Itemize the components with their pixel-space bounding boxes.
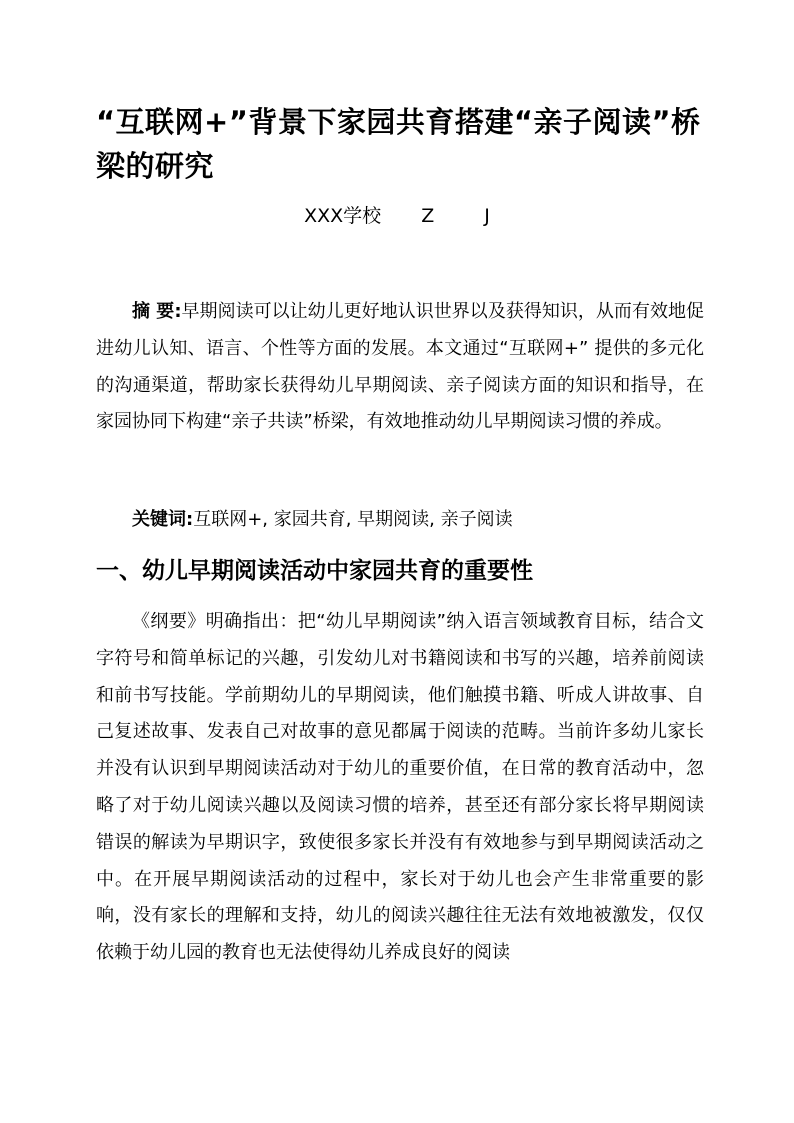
abstract-paragraph (96, 294, 704, 441)
abstract-label: 摘 要: (132, 301, 182, 322)
document-title: “互联网+”背景下家园共育搭建“亲子阅读”桥梁的研究 (96, 105, 701, 183)
keywords-label: 关键词: (132, 509, 194, 530)
author-byline (0, 202, 794, 230)
body-paragraph: 《纲要》明确指出：把“幼儿早期阅读”纳入语言领域教育目标，结合文字符号和简单标记的兴趣，引发幼儿对书籍阅读和书写的兴趣，培养前阅读和前书写技能。学前期幼儿的早期阅读，他们触摸书籍、听成人讲故事、自己复述故事、发表自己对故事的意见都属于阅读的范畴。当前许多幼儿家长并没有认识到早期阅读活动对于幼儿的重要价值，在日常的教育活动中，忽略了对于幼儿阅读兴趣以及阅读习惯的培养，甚至还有部分家长将早期阅读错误的解读为早期识字，致使很多家长并没有有效地参与到早期阅读活动之中。在开展早期阅读活动的过程中，家长对于幼儿也会产生非常重要的影响，没有家长的理解和支持，幼儿的阅读兴趣往往无法有效地被激发，仅仅依赖于幼儿园的教育也无法使得幼儿养成良好的阅读 (96, 611, 704, 964)
school-name: XXX学校 (304, 205, 382, 227)
keywords-line (132, 502, 704, 538)
section-heading: 一、幼儿早期阅读活动中家园共育的重要性 (96, 558, 533, 584)
author-name-last: J (484, 205, 490, 227)
author-name-first: Z (421, 205, 435, 227)
abstract-text: 早期阅读可以让幼儿更好地认识世界以及获得知识，从而有效地促进幼儿认知、语言、个性等方面的发展。本文通过“互联网+” 提供的多元化的沟通渠道，帮助家长获得幼儿早期阅读、亲子阅读方面的知识和指导，在家园协同下构建“亲子共读”桥梁，有效地推动幼儿早期阅读习惯的养成。 (96, 301, 704, 433)
keywords-text: 互联网+, 家园共育, 早期阅读, 亲子阅读 (193, 509, 513, 530)
